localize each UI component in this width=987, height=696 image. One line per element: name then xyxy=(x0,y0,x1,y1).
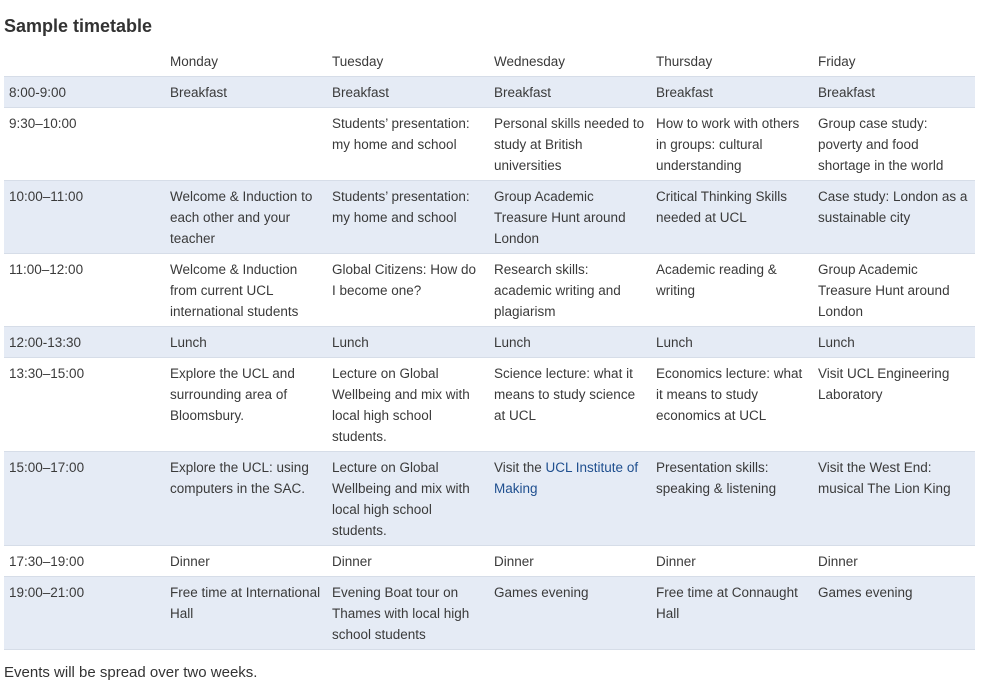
table-cell: Explore the UCL: using computers in the SAC. xyxy=(170,460,309,496)
table-cell: Presentation skills: speaking & listening xyxy=(656,460,777,496)
table-cell: Research skills: academic writing and plagiarism xyxy=(494,262,621,319)
table-cell xyxy=(489,452,651,546)
table-cell: Lunch xyxy=(332,335,369,350)
table-cell: Case study: London as a sustainable city xyxy=(818,189,968,225)
table-cell: Lunch xyxy=(818,335,855,350)
table-cell: Evening Boat tour on Thames with local high school students xyxy=(332,585,470,642)
table-cell: Group Academic Treasure Hunt around London xyxy=(818,262,950,319)
table-cell: Dinner xyxy=(656,554,696,569)
table-row xyxy=(4,327,975,358)
table-cell: Free time at International Hall xyxy=(170,585,321,621)
header-cell-thursday: Thursday xyxy=(656,54,713,69)
table-cell: Lecture on Global Wellbeing and mix with local high school students. xyxy=(332,460,470,538)
table-cell: Lunch xyxy=(494,335,531,350)
header-cell-tuesday: Tuesday xyxy=(332,54,384,69)
time-cell: 8:00-9:00 xyxy=(9,85,67,100)
table-cell: Academic reading & writing xyxy=(656,262,777,298)
table-cell: Lunch xyxy=(170,335,207,350)
ucl-institute-of-making-link[interactable]: UCL Institute of Making xyxy=(494,460,639,496)
table-cell: Visit the West End: musical The Lion King xyxy=(818,460,951,496)
table-cell: Dinner xyxy=(170,554,210,569)
table-row xyxy=(4,181,975,254)
table-row xyxy=(4,577,975,650)
table-cell: Welcome & Induction from current UCL international students xyxy=(170,262,299,319)
table-cell: Games evening xyxy=(494,585,589,600)
table-cell: Breakfast xyxy=(494,85,552,100)
table-cell: Group case study: poverty and food shortage in the world xyxy=(818,116,944,173)
timetable xyxy=(4,46,975,650)
header-cell-time xyxy=(4,46,165,77)
table-row xyxy=(4,108,975,181)
table-cell: Lunch xyxy=(656,335,693,350)
table-cell: How to work with others in groups: cultural understanding xyxy=(656,116,800,173)
table-row xyxy=(4,452,975,546)
table-cell: Students’ presentation: my home and school xyxy=(332,116,470,152)
time-cell: 12:00-13:30 xyxy=(9,335,82,350)
cell-text: Visit the xyxy=(494,460,546,475)
table-row xyxy=(4,546,975,577)
table-cell: Economics lecture: what it means to study economics at UCL xyxy=(656,366,803,423)
table-cell: Visit UCL Engineering Laboratory xyxy=(818,366,950,402)
table-cell: Dinner xyxy=(494,554,534,569)
time-cell: 10:00–11:00 xyxy=(9,189,84,204)
page-title: Sample timetable xyxy=(4,16,153,36)
time-cell: 13:30–15:00 xyxy=(9,366,85,381)
header-cell-friday: Friday xyxy=(818,54,856,69)
time-cell: 17:30–19:00 xyxy=(9,554,85,569)
table-cell: Explore the UCL and surrounding area of Bloomsbury. xyxy=(170,366,295,423)
table-cell: Free time at Connaught Hall xyxy=(656,585,798,621)
table-cell: Dinner xyxy=(818,554,858,569)
table-cell xyxy=(165,108,327,181)
table-cell: Games evening xyxy=(818,585,913,600)
table-cell: Students’ presentation: my home and school xyxy=(332,189,470,225)
table-cell: Science lecture: what it means to study science at UCL xyxy=(494,366,636,423)
time-cell: 15:00–17:00 xyxy=(9,460,85,475)
table-cell: Group Academic Treasure Hunt around London xyxy=(494,189,626,246)
time-cell: 19:00–21:00 xyxy=(9,585,85,600)
time-cell: 11:00–12:00 xyxy=(9,262,84,277)
table-cell: Breakfast xyxy=(170,85,228,100)
table-cell: Dinner xyxy=(332,554,372,569)
table-cell: Critical Thinking Skills needed at UCL xyxy=(656,189,788,225)
table-cell: Lecture on Global Wellbeing and mix with local high school students. xyxy=(332,366,470,444)
table-cell: Breakfast xyxy=(818,85,876,100)
table-cell: Breakfast xyxy=(332,85,390,100)
header-cell-monday: Monday xyxy=(170,54,219,69)
header-cell-wednesday: Wednesday xyxy=(494,54,566,69)
table-cell: Personal skills needed to study at British universities xyxy=(494,116,645,173)
footer-note: Events will be spread over two weeks. xyxy=(4,664,258,681)
table-row xyxy=(4,254,975,327)
table-cell: Welcome & Induction to each other and your teacher xyxy=(170,189,313,246)
table-row xyxy=(4,77,975,108)
time-cell: 9:30–10:00 xyxy=(9,116,77,131)
table-row xyxy=(4,358,975,452)
table-cell: Breakfast xyxy=(656,85,714,100)
header-row xyxy=(4,46,975,77)
table-cell: Global Citizens: How do I become one? xyxy=(332,262,477,298)
